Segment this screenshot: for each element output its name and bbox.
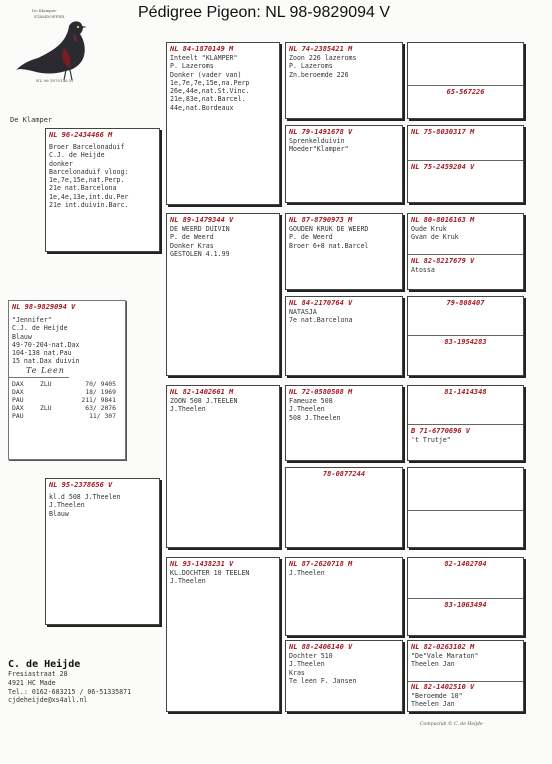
race-row: DAX ZLU 63/ 2076 (12, 403, 116, 412)
dam-card (45, 478, 160, 625)
ggp-ring: NL 72-0580508 M (289, 388, 353, 396)
owner-address: Fresiastraat 28 (8, 670, 68, 678)
grandparent-line: GESTOLEN 4.1.99 (170, 249, 230, 258)
sire-ring: NL 96-2434466 M (49, 131, 113, 139)
sire-line: 21e int.duivin.Barc. (49, 201, 129, 210)
gen4-ring: 79-808407 (446, 299, 485, 307)
race-results (12, 380, 122, 420)
grandparent-card (166, 213, 280, 376)
subject-card (8, 300, 126, 460)
subject-line: "Jennifer" (12, 316, 52, 324)
gen4-pair-card (407, 125, 524, 203)
great-grandparent-card (285, 385, 403, 461)
race-row: DAX 18/ 1969 (12, 387, 116, 396)
grandparent-line: 1e,7e,7e,15e,na.Perp (170, 78, 250, 87)
grandparent-card (166, 42, 280, 205)
gen4-pair-card (407, 296, 524, 376)
ggp-line: Fameuze 508 (289, 397, 333, 405)
ggp-line: Moeder"Klamper" (289, 145, 349, 154)
gen4-ring: B 71-6770696 V (411, 427, 471, 435)
handwritten-note: Te Leen (26, 365, 65, 375)
ggp-line: 7e nat.Barcelona (289, 316, 353, 325)
owner-city: 4921 HC Made (8, 678, 56, 687)
ggp-ring: NL 74-2385421 M (289, 45, 353, 53)
gen4-line: "Beroemde 10" (411, 692, 463, 700)
subject-ring: NL 98-9829094 V (12, 303, 76, 311)
grandparent-ring: NL 93-1438231 V (170, 560, 234, 568)
subject-line: C.J. de Heijde (12, 324, 68, 333)
ggp-line: Sprenkelduivin (289, 137, 345, 145)
ggp-line: 508 J.Theelen (289, 413, 341, 422)
ggp-line: J.Theelen (289, 405, 325, 414)
gen4-ring: NL 75-2459204 V (411, 163, 475, 171)
grandparent-line: J.Theelen (170, 577, 206, 586)
great-grandparent-card (285, 557, 403, 636)
sire-line: C.J. de Heijde (49, 151, 105, 160)
grandparent-line: KL.DOCHTER 10 TEELEN (170, 569, 250, 577)
gen4-pair-card (407, 385, 524, 461)
great-grandparent-card (285, 467, 403, 548)
gen4-pair-card (407, 213, 524, 290)
sire-line: 1e,4e,13e,int.du.Per (49, 192, 129, 201)
page-title: Pédigree Pigeon: NL 98-9829094 V (138, 4, 391, 21)
grandparent-line: DE WEERD DUIVIN (170, 225, 230, 233)
ggp-ring: 78-0877244 (322, 470, 366, 478)
gen4-line: 't Trutje" (411, 436, 451, 444)
grandparent-ring: NL 84-1870149 M (170, 45, 234, 53)
subject-line: 104-138 nat.Pau (12, 349, 72, 358)
gen4-ring: 82-1402704 (444, 560, 487, 568)
gen4-ring: 65-567226 (446, 88, 485, 96)
gen4-ring: NL 80-8016163 M (411, 216, 475, 224)
grandparent-line: Inteelt "KLAMPER" (170, 54, 238, 62)
gen4-line: Atossa (411, 266, 435, 274)
grandparent-ring: NL 82-1402661 M (170, 388, 234, 396)
grandparent-line: P. Lazeroms (170, 62, 214, 71)
strain-label: De Klamper (10, 116, 53, 124)
race-row: DAX ZLU 70/ 9405 (12, 379, 116, 388)
ggp-line: Broer 6+8 nat.Barcel (289, 241, 369, 250)
grandparent-line: 26e,44e,nat.St.Vinc. (170, 87, 250, 96)
dam-line: kl.d 508 J.Theelen (49, 493, 121, 501)
gen4-ring: 83-1063494 (444, 601, 487, 609)
owner-name: C. de Heijde (8, 659, 81, 670)
gen4-line: Theelen Jan (411, 700, 455, 709)
grandparent-line: J.Theelen (170, 405, 206, 414)
dam-ring: NL 95-2378656 V (49, 481, 113, 489)
grandparent-ring: NL 89-1479344 V (170, 216, 234, 224)
gen4-ring: 81-1414348 (444, 388, 487, 396)
dam-line: J.Theelen (49, 501, 85, 510)
gen4-pair-card (407, 557, 524, 636)
great-grandparent-card (285, 640, 403, 712)
ggp-ring: NL 88-2406140 V (289, 643, 353, 651)
ggp-line: P. Lazeroms (289, 62, 333, 71)
gen4-line: "De"Vale Maraton" (411, 652, 479, 660)
grandparent-line: 21e,83e,nat.Barcel. (170, 95, 246, 104)
software-credit: Compuclub © C. de Heijde (420, 722, 483, 727)
gen4-line: Oude Kruk (411, 225, 447, 233)
pigeon-logo (14, 8, 112, 86)
sire-line: 1e,7e,15e,nat.Perp. (49, 176, 125, 185)
sire-line: Barcelonaduif vloog: (49, 167, 129, 176)
sire-line: donker (49, 159, 73, 168)
gen4-ring: NL 75-8030317 M (411, 128, 475, 136)
gen4-pair-card (407, 42, 524, 119)
logo-caption-bottom: NL 96-1870146 M (36, 78, 74, 83)
sire-line: 21e nat.Barcelona (49, 184, 117, 193)
gen4-pair-card (407, 467, 524, 548)
grandparent-line: Donker (vader van) (170, 70, 242, 79)
grandparent-line: Donker Kras (170, 241, 214, 250)
owner-email: cjdeheijde@xs4all.nl (8, 696, 88, 705)
owner-block (8, 659, 168, 705)
ggp-line: GOUDEN KRUK DE WEERD (289, 225, 369, 233)
ggp-line: Kras (289, 668, 305, 677)
logo-caption-top: De Klamper (32, 8, 57, 13)
ggp-line: Dochter 510 (289, 652, 333, 660)
grandparent-line: ZOON 508 J.TEELEN (170, 397, 238, 405)
pigeon-icon (14, 8, 112, 86)
great-grandparent-card (285, 296, 403, 376)
gen4-ring: NL 82-0263102 M (411, 643, 475, 651)
race-row: PAU 11/ 307 (12, 411, 116, 420)
gen4-ring: NL 82-8217679 V (411, 257, 475, 265)
ggp-line: Zoon 226 lazeroms (289, 54, 357, 62)
ggp-line: Zn.beroemde 226 (289, 70, 349, 79)
grandparent-card (166, 557, 280, 712)
subject-line: 49-70-204-nat.Dax (12, 340, 80, 349)
ggp-line: Te leen F. Jansen (289, 676, 357, 685)
ggp-line: P. de Weerd (289, 233, 333, 242)
owner-phone: Tel.: 0162-683215 / 06-51335871 (8, 687, 132, 696)
ggp-line: J.Theelen (289, 569, 325, 577)
gen4-line: Theelen Jan (411, 660, 455, 669)
ggp-line: J.Theelen (289, 660, 325, 669)
ggp-line: NATASJA (289, 308, 317, 316)
great-grandparent-card (285, 125, 403, 203)
ggp-ring: NL 87-2620718 M (289, 560, 353, 568)
subject-line: 15 nat.Dax duivin (12, 357, 80, 366)
gen4-ring: 83-1954283 (444, 338, 487, 346)
subject-line: Blauw (12, 332, 32, 341)
great-grandparent-card (285, 42, 403, 119)
race-row: PAU 211/ 9841 (12, 395, 116, 404)
gen4-ring: NL 82-1402510 V (411, 683, 475, 691)
grandparent-line: 44e,nat.Bordeaux (170, 103, 234, 112)
gen4-pair-card (407, 640, 524, 712)
ggp-ring: NL 84-2170764 V (289, 299, 353, 307)
ggp-ring: NL 87-8790973 M (289, 216, 353, 224)
ggp-ring: NL 79-1491678 V (289, 128, 353, 136)
sire-card (45, 128, 160, 252)
great-grandparent-card (285, 213, 403, 290)
sire-line: Broer Barcelonaduif (49, 143, 125, 151)
grandparent-card (166, 385, 280, 548)
logo-caption-sub: STAMDOFFER (34, 14, 65, 19)
grandparent-line: P. de Weerd (170, 233, 214, 242)
gen4-line: Gvan de Kruk (411, 233, 459, 242)
dam-line: Blauw (49, 509, 69, 518)
